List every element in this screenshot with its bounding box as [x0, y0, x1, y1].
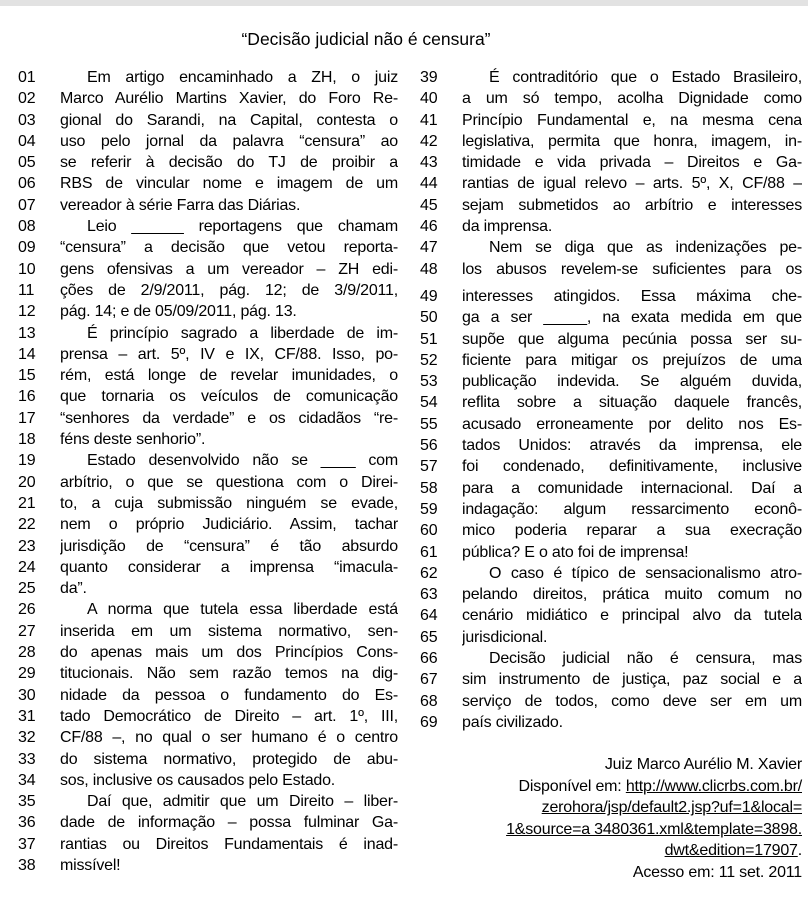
text-line	[18, 770, 398, 791]
text-line	[18, 195, 398, 216]
line-text: cenário midiático e principal alvo da tutela	[462, 607, 802, 625]
access-line: Acesso em: 11 set. 2011	[632, 863, 802, 881]
author-line: Juiz Marco Aurélio M. Xavier	[604, 756, 802, 774]
line-text: Daí que, admitir que um Direito – liber-	[87, 793, 398, 811]
line-text: sejam submetidos ao arbítrio e interesses	[462, 196, 802, 214]
text-line	[420, 499, 802, 520]
source-url-part-4: dwt&edition=17907.	[664, 842, 802, 860]
line-text: “censura” a decisão que vetou reporta-	[60, 239, 398, 257]
line-text: acusado erroneamente por delito nos Es-	[462, 415, 802, 433]
line-number: 57	[420, 458, 438, 476]
attribution	[360, 754, 802, 883]
line-number: 08	[18, 218, 36, 236]
line-number: 26	[18, 601, 36, 619]
line-text: arbítrio, o que se questiona com o Direi-	[60, 473, 398, 491]
text-line	[18, 557, 398, 578]
text-line	[18, 599, 398, 620]
text-line	[18, 152, 398, 173]
text-line	[420, 712, 802, 733]
scan-edge-artifact	[0, 0, 808, 6]
line-text: rém, está longe de revelar imunidades, o	[60, 367, 398, 385]
line-text: RBS de vincular nome e imagem de um	[60, 175, 398, 193]
line-number: 18	[18, 431, 36, 449]
line-text: da imprensa.	[462, 218, 553, 236]
text-line	[420, 152, 802, 173]
text-line	[18, 386, 398, 407]
text-line	[420, 67, 802, 88]
line-number: 49	[420, 287, 438, 305]
line-text: féns deste senhorio”.	[60, 431, 206, 449]
line-text: Decisão judicial não é censura, mas	[489, 650, 802, 668]
line-number: 64	[420, 607, 438, 625]
text-line	[18, 259, 398, 280]
text-line	[420, 605, 802, 626]
source-url-part-3: 1&source=a 3480361.xml&template=3898.	[506, 820, 802, 838]
line-text: rantias de igual relevo – arts. 5º, X, CF/88 –	[462, 175, 802, 193]
line-text: gens ofensivas a um vereador – ZH edi-	[60, 260, 398, 278]
text-line	[420, 456, 802, 477]
line-number: 11	[18, 281, 35, 299]
line-number: 56	[420, 437, 438, 455]
text-line	[420, 259, 802, 280]
line-text: “senhores da verdade” e os cidadãos “re-	[60, 409, 398, 427]
line-number: 44	[420, 175, 438, 193]
text-line	[18, 344, 398, 365]
line-text: A norma que tutela essa liberdade está	[87, 601, 398, 619]
line-text: nidade da pessoa o fundamento do Es-	[60, 686, 398, 704]
line-text: pelando direitos, prática muito comum no	[462, 586, 802, 604]
text-line	[420, 237, 802, 258]
line-text: do apenas mais um dos Princípios Cons-	[60, 644, 398, 662]
line-text: jurisdicional.	[462, 628, 548, 646]
line-number: 43	[420, 154, 438, 172]
line-number: 46	[420, 218, 438, 236]
line-number: 39	[420, 69, 438, 86]
line-number: 23	[18, 537, 36, 555]
line-text: É contraditório que o Estado Brasileiro,	[489, 69, 802, 86]
line-text: Estado desenvolvido não se ____ com	[87, 452, 398, 470]
text-line	[18, 834, 398, 855]
line-number: 16	[18, 388, 36, 406]
text-line	[18, 642, 398, 663]
text-line	[420, 195, 802, 216]
right-column	[420, 67, 802, 883]
line-number: 40	[420, 90, 438, 108]
left-column	[18, 67, 398, 883]
text-line	[420, 542, 802, 563]
text-line	[18, 88, 398, 109]
text-line	[18, 67, 398, 88]
line-text: É princípio sagrado a liberdade de im-	[87, 324, 398, 342]
line-number: 07	[18, 196, 36, 214]
text-line	[420, 520, 802, 541]
line-number: 09	[18, 239, 36, 257]
text-line	[420, 691, 802, 712]
line-number: 45	[420, 196, 438, 214]
text-line	[18, 663, 398, 684]
line-text: ções de 2/9/2011, pág. 12; de 3/9/2011,	[60, 281, 398, 299]
line-text: Princípio Fundamental e, na mesma cena	[462, 111, 802, 129]
line-number: 17	[18, 409, 36, 427]
line-text: rantias ou Direitos Fundamentais é inad-	[60, 835, 398, 853]
line-number: 33	[18, 750, 36, 768]
line-text: ficiente para mitigar os prejuízos de uma	[462, 351, 802, 369]
right-column-lines	[420, 67, 802, 733]
line-number: 31	[18, 707, 36, 725]
text-line	[18, 323, 398, 344]
line-text: reflita sobre a situação daquele francês,	[462, 394, 802, 412]
line-text: nem o próprio Judiciário. Assim, tachar	[60, 516, 398, 534]
text-line	[420, 435, 802, 456]
text-line	[18, 812, 398, 833]
text-line	[18, 408, 398, 429]
page-title: “Decisão judicial não é censura”	[241, 29, 491, 49]
text-line	[420, 371, 802, 392]
line-number: 38	[18, 856, 36, 874]
text-line	[18, 749, 398, 770]
source-line	[360, 776, 802, 798]
line-text: dade de informação – possa fulminar Ga-	[60, 814, 398, 832]
line-number: 68	[420, 692, 438, 710]
line-text: publicação indevida. Se alguém duvida,	[462, 373, 802, 391]
text-line	[18, 536, 398, 557]
line-text: Leio ______ reportagens que chamam	[87, 218, 398, 236]
line-text: quanto considerar a imprensa “imacula-	[60, 558, 398, 576]
text-line	[18, 365, 398, 386]
line-number: 27	[18, 622, 36, 640]
text-line	[420, 131, 802, 152]
line-text: uso pelo jornal da palavra “censura” ao	[60, 132, 398, 150]
line-text: do sistema normativo, protegido de abu-	[60, 750, 398, 768]
line-text: Marco Aurélio Martins Xavier, do Foro Re-	[60, 90, 398, 108]
line-number: 61	[420, 543, 438, 561]
line-number: 10	[18, 260, 36, 278]
line-number: 12	[18, 303, 36, 321]
line-text: país civilizado.	[462, 713, 563, 731]
line-number: 28	[18, 644, 36, 662]
text-line	[420, 173, 802, 194]
text-line	[18, 855, 398, 876]
text-line	[18, 237, 398, 258]
text-line	[18, 280, 398, 301]
line-text: Nem se diga que as indenizações pe-	[489, 239, 802, 257]
line-number: 30	[18, 686, 36, 704]
text-line	[18, 706, 398, 727]
line-text: sim instrumento de justiça, paz social e a	[462, 671, 802, 689]
text-line	[18, 450, 398, 471]
text-line	[18, 685, 398, 706]
line-text: titucionais. Não sem razão temos na dig-	[60, 665, 398, 683]
text-line	[18, 110, 398, 131]
line-text: indagação: algum ressarcimento econô-	[462, 500, 802, 518]
line-text: pública? E o ato foi de imprensa!	[462, 543, 689, 561]
line-number: 20	[18, 473, 36, 491]
line-text: se referir à decisão do TJ de proibir a	[60, 154, 398, 172]
line-text: Em artigo encaminhado a ZH, o juiz	[87, 69, 398, 86]
line-number: 59	[420, 500, 438, 518]
line-number: 42	[420, 132, 438, 150]
line-number: 32	[18, 729, 36, 747]
line-text: interesses atingidos. Essa máxima che-	[462, 287, 802, 305]
line-number: 69	[420, 713, 438, 731]
text-line	[18, 493, 398, 514]
line-text: O caso é típico de sensacionalismo atro-	[489, 564, 802, 582]
line-number: 53	[420, 373, 438, 391]
line-number: 29	[18, 665, 36, 683]
text-line	[420, 350, 802, 371]
text-line	[420, 329, 802, 350]
line-number: 34	[18, 771, 36, 789]
line-number: 22	[18, 516, 36, 534]
line-text: tado Democrático de Direito – art. 1º, III,	[60, 707, 398, 725]
line-text: CF/88 –, no qual o ser humano é o centro	[60, 729, 398, 747]
line-text: que tornaria os veículos de comunicação	[60, 388, 398, 406]
text-line	[420, 414, 802, 435]
text-line	[420, 669, 802, 690]
line-number: 54	[420, 394, 438, 412]
text-line	[420, 110, 802, 131]
line-number: 41	[420, 111, 438, 129]
line-text: vereador à série Farra das Diárias.	[60, 196, 301, 214]
line-text: para a comunidade internacional. Daí a	[462, 479, 802, 497]
line-number: 65	[420, 628, 438, 646]
line-text: foi condenado, definitivamente, inclusive	[462, 458, 802, 476]
line-number: 06	[18, 175, 36, 193]
text-line	[420, 392, 802, 413]
line-number: 25	[18, 580, 36, 598]
line-text: legislativa, permita que honra, imagem, in-	[462, 132, 802, 150]
line-number: 24	[18, 558, 36, 576]
line-number: 67	[420, 671, 438, 689]
text-line	[18, 578, 398, 599]
text-line	[18, 216, 398, 237]
line-text: gional do Sarandi, na Capital, contesta o	[60, 111, 398, 129]
source-url-part-2: zerohora/jsp/default2.jsp?uf=1&local=	[541, 799, 802, 817]
line-number: 51	[420, 330, 438, 348]
line-number: 55	[420, 415, 438, 433]
line-number: 62	[420, 564, 438, 582]
line-number: 63	[420, 586, 438, 604]
text-line	[18, 173, 398, 194]
line-number: 48	[420, 260, 438, 278]
line-number: 04	[18, 132, 36, 150]
line-number: 47	[420, 239, 438, 257]
text-line	[18, 514, 398, 535]
line-number: 14	[18, 345, 36, 363]
line-number: 52	[420, 351, 438, 369]
line-text: serviço de todos, como deve ser em um	[462, 692, 802, 710]
line-text: supõe que alguma pecúnia possa ser su-	[462, 330, 802, 348]
text-columns	[0, 67, 808, 883]
line-text: mico poderia reparar a sua execração	[462, 522, 802, 540]
line-number: 60	[420, 522, 438, 540]
line-text: jurisdição de “censura” é tão absurdo	[60, 537, 398, 555]
line-text: inserida em um sistema normativo, sen-	[60, 622, 398, 640]
line-number: 36	[18, 814, 36, 832]
line-text: missível!	[60, 856, 121, 874]
text-line	[420, 307, 802, 328]
line-number: 66	[420, 650, 438, 668]
source-url-part-1: http://www.clicrbs.com.br/	[625, 777, 802, 795]
line-text: ga a ser _____, na exata medida em que	[462, 309, 802, 327]
text-line	[420, 88, 802, 109]
left-column-lines	[18, 67, 398, 876]
text-line	[18, 727, 398, 748]
text-line	[420, 584, 802, 605]
line-number: 35	[18, 793, 36, 811]
line-number: 03	[18, 111, 36, 129]
line-text: timidade e vida privada – Direitos e Ga-	[462, 154, 802, 172]
line-text: prensa – art. 5º, IV e IX, CF/88. Isso, po-	[60, 345, 398, 363]
line-number: 50	[420, 309, 438, 327]
line-number: 13	[18, 324, 36, 342]
line-text: pág. 14; e de 05/09/2011, pág. 13.	[60, 303, 297, 321]
text-line	[18, 472, 398, 493]
text-line	[420, 478, 802, 499]
text-line	[420, 286, 802, 307]
line-number: 19	[18, 452, 36, 470]
text-line	[18, 791, 398, 812]
source-prefix: Disponível em:	[518, 777, 626, 795]
text-line	[18, 429, 398, 450]
line-number: 37	[18, 835, 36, 853]
line-text: tados Unidos: através da imprensa, ele	[462, 437, 802, 455]
text-line	[420, 648, 802, 669]
text-line	[420, 627, 802, 648]
line-number: 58	[420, 479, 438, 497]
line-text: los abusos revelem-se suficientes para os	[462, 260, 802, 278]
line-number: 02	[18, 90, 36, 108]
text-line	[18, 621, 398, 642]
line-number: 15	[18, 367, 36, 385]
line-number: 21	[18, 494, 36, 512]
text-line	[18, 301, 398, 322]
text-line	[420, 563, 802, 584]
line-text: da”.	[60, 580, 87, 598]
text-line	[18, 131, 398, 152]
line-text: to, a cuja submissão ninguém se evade,	[60, 494, 398, 512]
line-text: a um só tempo, acolha Dignidade como	[462, 90, 802, 108]
line-text: sos, inclusive os causados pelo Estado.	[60, 771, 336, 789]
line-number: 01	[18, 69, 36, 86]
text-line	[420, 216, 802, 237]
line-number: 05	[18, 154, 36, 172]
